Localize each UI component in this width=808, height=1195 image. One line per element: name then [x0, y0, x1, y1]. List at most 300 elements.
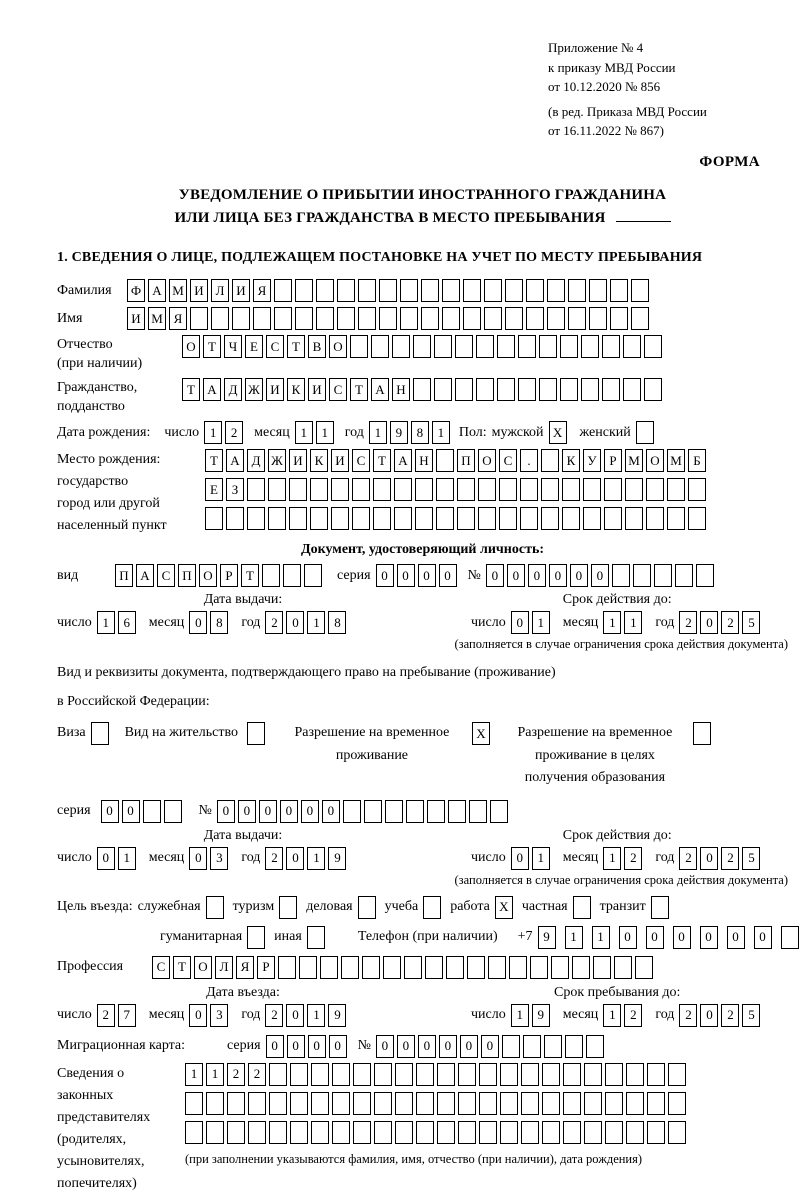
char-box[interactable] [563, 1092, 581, 1115]
char-box[interactable] [343, 800, 361, 823]
char-box[interactable]: 5 [742, 847, 760, 870]
char-box[interactable]: И [289, 449, 307, 472]
char-box[interactable] [371, 335, 389, 358]
char-box[interactable]: А [371, 378, 389, 401]
char-box[interactable] [416, 1063, 434, 1086]
char-box[interactable] [416, 1121, 434, 1144]
char-box[interactable]: М [169, 279, 187, 302]
char-box[interactable] [479, 1121, 497, 1144]
char-box[interactable] [226, 507, 244, 530]
char-box[interactable] [542, 1121, 560, 1144]
char-box[interactable] [404, 956, 422, 979]
char-box[interactable] [542, 1092, 560, 1115]
char-box[interactable]: 0 [280, 800, 298, 823]
char-box[interactable]: 0 [308, 1035, 326, 1058]
char-box[interactable] [521, 1092, 539, 1115]
char-box[interactable] [164, 800, 182, 823]
char-box[interactable] [358, 279, 376, 302]
char-box[interactable] [544, 1035, 562, 1058]
char-box[interactable]: 0 [259, 800, 277, 823]
char-box[interactable] [143, 800, 161, 823]
char-box[interactable] [488, 956, 506, 979]
char-box[interactable] [205, 507, 223, 530]
char-box[interactable] [289, 507, 307, 530]
char-box[interactable]: В [308, 335, 326, 358]
char-box[interactable]: С [352, 449, 370, 472]
char-box[interactable] [332, 1092, 350, 1115]
char-box[interactable] [668, 1063, 686, 1086]
char-box[interactable]: С [499, 449, 517, 472]
char-box[interactable]: Ж [268, 449, 286, 472]
char-box[interactable]: 1 [565, 926, 583, 949]
char-box[interactable]: 3 [210, 1004, 228, 1027]
char-box[interactable] [476, 378, 494, 401]
char-box[interactable] [565, 1035, 583, 1058]
char-box[interactable]: П [178, 564, 196, 587]
char-box[interactable] [379, 279, 397, 302]
char-box[interactable] [520, 478, 538, 501]
char-box[interactable] [509, 956, 527, 979]
char-box[interactable] [526, 279, 544, 302]
char-box[interactable]: 5 [742, 1004, 760, 1027]
char-box[interactable] [337, 307, 355, 330]
char-box[interactable]: 2 [265, 847, 283, 870]
char-box[interactable]: Р [604, 449, 622, 472]
char-box[interactable] [560, 335, 578, 358]
char-box[interactable] [583, 478, 601, 501]
char-box[interactable] [421, 279, 439, 302]
char-box[interactable] [383, 956, 401, 979]
char-box[interactable] [644, 378, 662, 401]
char-box[interactable] [413, 335, 431, 358]
char-box[interactable] [278, 956, 296, 979]
char-box[interactable]: Е [245, 335, 263, 358]
char-box[interactable] [395, 1063, 413, 1086]
char-box[interactable]: З [226, 478, 244, 501]
char-box[interactable]: 0 [439, 564, 457, 587]
char-box[interactable]: Я [236, 956, 254, 979]
char-box[interactable]: 0 [97, 847, 115, 870]
char-box[interactable] [647, 1092, 665, 1115]
char-box[interactable] [589, 279, 607, 302]
char-box[interactable] [268, 507, 286, 530]
char-box[interactable] [584, 1063, 602, 1086]
char-box[interactable] [232, 307, 250, 330]
char-box[interactable] [406, 800, 424, 823]
char-box[interactable] [626, 1121, 644, 1144]
char-box[interactable] [526, 307, 544, 330]
char-box[interactable] [427, 800, 445, 823]
char-box[interactable] [290, 1092, 308, 1115]
char-box[interactable]: 0 [376, 1035, 394, 1058]
char-box[interactable] [584, 1092, 602, 1115]
char-box[interactable]: 0 [460, 1035, 478, 1058]
char-box[interactable] [463, 279, 481, 302]
char-box[interactable]: 1 [624, 611, 642, 634]
char-box[interactable] [505, 279, 523, 302]
char-box[interactable]: О [329, 335, 347, 358]
char-box[interactable]: П [115, 564, 133, 587]
char-box[interactable]: 0 [754, 926, 772, 949]
char-box[interactable] [542, 1063, 560, 1086]
char-box[interactable]: С [157, 564, 175, 587]
char-box[interactable] [521, 1063, 539, 1086]
char-box[interactable]: 0 [301, 800, 319, 823]
char-box[interactable] [290, 1063, 308, 1086]
char-box[interactable]: С [152, 956, 170, 979]
char-box[interactable] [631, 279, 649, 302]
char-box[interactable] [458, 1121, 476, 1144]
char-box[interactable] [400, 307, 418, 330]
char-box[interactable]: 1 [118, 847, 136, 870]
char-box[interactable]: 0 [511, 847, 529, 870]
char-box[interactable] [436, 449, 454, 472]
char-box[interactable] [437, 1063, 455, 1086]
char-box[interactable] [499, 507, 517, 530]
char-box[interactable]: Я [253, 279, 271, 302]
char-box[interactable]: Ж [245, 378, 263, 401]
char-box[interactable] [362, 956, 380, 979]
char-box[interactable]: 5 [742, 611, 760, 634]
char-box[interactable]: 0 [329, 1035, 347, 1058]
char-box[interactable]: 2 [624, 1004, 642, 1027]
char-box[interactable]: И [232, 279, 250, 302]
char-box[interactable]: 8 [210, 611, 228, 634]
char-box[interactable] [602, 335, 620, 358]
char-box[interactable]: 1 [316, 421, 334, 444]
char-box[interactable] [688, 507, 706, 530]
char-box[interactable] [206, 1121, 224, 1144]
char-box[interactable]: 0 [727, 926, 745, 949]
char-box[interactable] [568, 279, 586, 302]
char-box[interactable]: 0 [376, 564, 394, 587]
char-box[interactable]: К [310, 449, 328, 472]
char-box[interactable]: 0 [189, 1004, 207, 1027]
char-box[interactable] [316, 279, 334, 302]
char-box[interactable]: 1 [307, 1004, 325, 1027]
char-box[interactable] [448, 800, 466, 823]
char-box[interactable] [269, 1063, 287, 1086]
char-box[interactable]: 1 [603, 1004, 621, 1027]
char-box[interactable]: 1 [307, 611, 325, 634]
char-box[interactable] [581, 335, 599, 358]
char-box[interactable] [539, 378, 557, 401]
char-box[interactable]: Т [287, 335, 305, 358]
char-box[interactable] [614, 956, 632, 979]
char-box[interactable] [331, 478, 349, 501]
char-box[interactable] [253, 307, 271, 330]
char-box[interactable] [490, 800, 508, 823]
char-box[interactable]: 1 [97, 611, 115, 634]
char-box[interactable]: 1 [307, 847, 325, 870]
char-box[interactable] [341, 956, 359, 979]
char-box[interactable] [374, 1092, 392, 1115]
char-box[interactable]: Т [241, 564, 259, 587]
char-box[interactable] [675, 564, 693, 587]
char-box[interactable] [469, 800, 487, 823]
char-box[interactable] [455, 335, 473, 358]
char-box[interactable] [572, 956, 590, 979]
char-box[interactable] [625, 507, 643, 530]
char-box[interactable]: 0 [397, 1035, 415, 1058]
char-box[interactable]: О [478, 449, 496, 472]
char-box[interactable] [547, 279, 565, 302]
char-box[interactable]: 0 [673, 926, 691, 949]
char-box[interactable]: 0 [189, 611, 207, 634]
char-box[interactable]: 1 [532, 847, 550, 870]
char-box[interactable] [248, 1121, 266, 1144]
char-box[interactable]: Е [205, 478, 223, 501]
char-box[interactable] [353, 1063, 371, 1086]
char-box[interactable]: 0 [418, 564, 436, 587]
char-box[interactable]: 0 [700, 847, 718, 870]
char-box[interactable]: 0 [322, 800, 340, 823]
char-box[interactable] [610, 279, 628, 302]
char-box[interactable] [190, 307, 208, 330]
char-box[interactable] [331, 507, 349, 530]
char-box[interactable] [352, 507, 370, 530]
char-box[interactable] [442, 307, 460, 330]
char-box[interactable] [392, 335, 410, 358]
char-box[interactable]: 9 [538, 926, 556, 949]
char-box[interactable] [458, 1063, 476, 1086]
char-box[interactable]: 1 [295, 421, 313, 444]
char-box[interactable] [541, 507, 559, 530]
char-box[interactable]: 1 [603, 611, 621, 634]
char-box[interactable] [185, 1121, 203, 1144]
char-box[interactable]: 9 [328, 847, 346, 870]
purpose-business-checkbox[interactable] [358, 896, 376, 919]
char-box[interactable] [283, 564, 301, 587]
char-box[interactable]: 2 [624, 847, 642, 870]
char-box[interactable]: Т [182, 378, 200, 401]
char-box[interactable] [311, 1121, 329, 1144]
char-box[interactable] [497, 378, 515, 401]
char-box[interactable] [274, 307, 292, 330]
char-box[interactable] [541, 478, 559, 501]
char-box[interactable]: А [394, 449, 412, 472]
char-box[interactable]: 2 [721, 611, 739, 634]
char-box[interactable] [478, 507, 496, 530]
char-box[interactable] [605, 1092, 623, 1115]
char-box[interactable] [416, 1092, 434, 1115]
char-box[interactable]: 1 [511, 1004, 529, 1027]
char-box[interactable]: 0 [189, 847, 207, 870]
char-box[interactable]: 0 [122, 800, 140, 823]
char-box[interactable] [518, 335, 536, 358]
char-box[interactable]: Т [173, 956, 191, 979]
char-box[interactable] [320, 956, 338, 979]
char-box[interactable]: Р [220, 564, 238, 587]
char-box[interactable]: 2 [265, 611, 283, 634]
char-box[interactable] [269, 1121, 287, 1144]
char-box[interactable] [385, 800, 403, 823]
char-box[interactable] [310, 507, 328, 530]
purpose-private-checkbox[interactable] [573, 896, 591, 919]
char-box[interactable]: 0 [217, 800, 235, 823]
char-box[interactable]: Т [373, 449, 391, 472]
char-box[interactable] [373, 478, 391, 501]
char-box[interactable]: 0 [700, 611, 718, 634]
char-box[interactable] [332, 1063, 350, 1086]
char-box[interactable]: И [331, 449, 349, 472]
char-box[interactable] [667, 478, 685, 501]
char-box[interactable] [647, 1063, 665, 1086]
char-box[interactable] [605, 1121, 623, 1144]
char-box[interactable]: 8 [411, 421, 429, 444]
char-box[interactable] [484, 279, 502, 302]
char-box[interactable] [520, 507, 538, 530]
char-box[interactable] [623, 335, 641, 358]
char-box[interactable] [353, 1121, 371, 1144]
char-box[interactable]: М [625, 449, 643, 472]
char-box[interactable] [604, 507, 622, 530]
char-box[interactable] [211, 307, 229, 330]
char-box[interactable]: 0 [287, 1035, 305, 1058]
char-box[interactable] [505, 307, 523, 330]
char-box[interactable]: А [203, 378, 221, 401]
char-box[interactable]: 0 [570, 564, 588, 587]
char-box[interactable]: 1 [432, 421, 450, 444]
char-box[interactable]: 0 [286, 847, 304, 870]
char-box[interactable] [310, 478, 328, 501]
char-box[interactable]: Ч [224, 335, 242, 358]
char-box[interactable]: 2 [721, 847, 739, 870]
char-box[interactable] [563, 1063, 581, 1086]
char-box[interactable] [442, 279, 460, 302]
char-box[interactable] [394, 478, 412, 501]
char-box[interactable] [358, 307, 376, 330]
char-box[interactable] [562, 478, 580, 501]
char-box[interactable] [696, 564, 714, 587]
char-box[interactable]: Л [215, 956, 233, 979]
char-box[interactable]: 0 [266, 1035, 284, 1058]
char-box[interactable] [434, 378, 452, 401]
char-box[interactable] [436, 507, 454, 530]
char-box[interactable]: 7 [118, 1004, 136, 1027]
option-temp-residence-checkbox[interactable]: X [472, 722, 490, 745]
char-box[interactable] [479, 1063, 497, 1086]
char-box[interactable]: К [562, 449, 580, 472]
char-box[interactable] [353, 1092, 371, 1115]
char-box[interactable] [274, 279, 292, 302]
char-box[interactable]: Л [211, 279, 229, 302]
char-box[interactable] [295, 307, 313, 330]
char-box[interactable]: Н [392, 378, 410, 401]
char-box[interactable] [499, 478, 517, 501]
char-box[interactable] [563, 1121, 581, 1144]
char-box[interactable] [467, 956, 485, 979]
char-box[interactable]: О [182, 335, 200, 358]
char-box[interactable] [502, 1035, 520, 1058]
char-box[interactable] [247, 478, 265, 501]
char-box[interactable] [295, 279, 313, 302]
option-residence-permit-checkbox[interactable] [247, 722, 265, 745]
char-box[interactable]: 2 [227, 1063, 245, 1086]
char-box[interactable]: Б [688, 449, 706, 472]
char-box[interactable]: 0 [511, 611, 529, 634]
char-box[interactable] [421, 307, 439, 330]
char-box[interactable] [247, 507, 265, 530]
char-box[interactable] [547, 307, 565, 330]
char-box[interactable]: 2 [225, 421, 243, 444]
char-box[interactable]: 1 [592, 926, 610, 949]
char-box[interactable]: 2 [679, 847, 697, 870]
char-box[interactable]: У [583, 449, 601, 472]
purpose-official-checkbox[interactable] [206, 896, 224, 919]
char-box[interactable] [602, 378, 620, 401]
char-box[interactable]: . [520, 449, 538, 472]
char-box[interactable]: Р [257, 956, 275, 979]
char-box[interactable] [364, 800, 382, 823]
char-box[interactable]: А [148, 279, 166, 302]
char-box[interactable] [688, 478, 706, 501]
char-box[interactable] [446, 956, 464, 979]
char-box[interactable]: Т [350, 378, 368, 401]
char-box[interactable] [352, 478, 370, 501]
char-box[interactable] [568, 307, 586, 330]
char-box[interactable] [646, 507, 664, 530]
char-box[interactable]: 0 [528, 564, 546, 587]
char-box[interactable] [457, 478, 475, 501]
char-box[interactable]: 2 [265, 1004, 283, 1027]
char-box[interactable] [610, 307, 628, 330]
char-box[interactable]: К [287, 378, 305, 401]
char-box[interactable] [497, 335, 515, 358]
char-box[interactable] [400, 279, 418, 302]
char-box[interactable] [415, 507, 433, 530]
char-box[interactable] [500, 1121, 518, 1144]
char-box[interactable] [781, 926, 799, 949]
char-box[interactable] [560, 378, 578, 401]
char-box[interactable]: 1 [185, 1063, 203, 1086]
char-box[interactable]: М [667, 449, 685, 472]
char-box[interactable]: 1 [369, 421, 387, 444]
char-box[interactable]: Т [203, 335, 221, 358]
char-box[interactable] [463, 307, 481, 330]
char-box[interactable] [395, 1092, 413, 1115]
char-box[interactable] [625, 478, 643, 501]
char-box[interactable]: П [457, 449, 475, 472]
char-box[interactable] [436, 478, 454, 501]
char-box[interactable]: С [329, 378, 347, 401]
char-box[interactable]: 0 [700, 926, 718, 949]
char-box[interactable] [374, 1121, 392, 1144]
char-box[interactable]: 0 [286, 611, 304, 634]
char-box[interactable] [633, 564, 651, 587]
char-box[interactable]: 9 [532, 1004, 550, 1027]
char-box[interactable] [523, 1035, 541, 1058]
char-box[interactable]: Т [205, 449, 223, 472]
char-box[interactable] [605, 1063, 623, 1086]
char-box[interactable] [500, 1063, 518, 1086]
char-box[interactable]: 2 [97, 1004, 115, 1027]
char-box[interactable]: 1 [532, 611, 550, 634]
char-box[interactable] [311, 1063, 329, 1086]
char-box[interactable] [374, 1063, 392, 1086]
char-box[interactable] [394, 507, 412, 530]
char-box[interactable]: 0 [591, 564, 609, 587]
char-box[interactable] [581, 378, 599, 401]
char-box[interactable] [586, 1035, 604, 1058]
char-box[interactable] [589, 307, 607, 330]
char-box[interactable]: 0 [286, 1004, 304, 1027]
char-box[interactable] [646, 478, 664, 501]
char-box[interactable] [458, 1092, 476, 1115]
char-box[interactable] [604, 478, 622, 501]
char-box[interactable] [518, 378, 536, 401]
char-box[interactable] [654, 564, 672, 587]
